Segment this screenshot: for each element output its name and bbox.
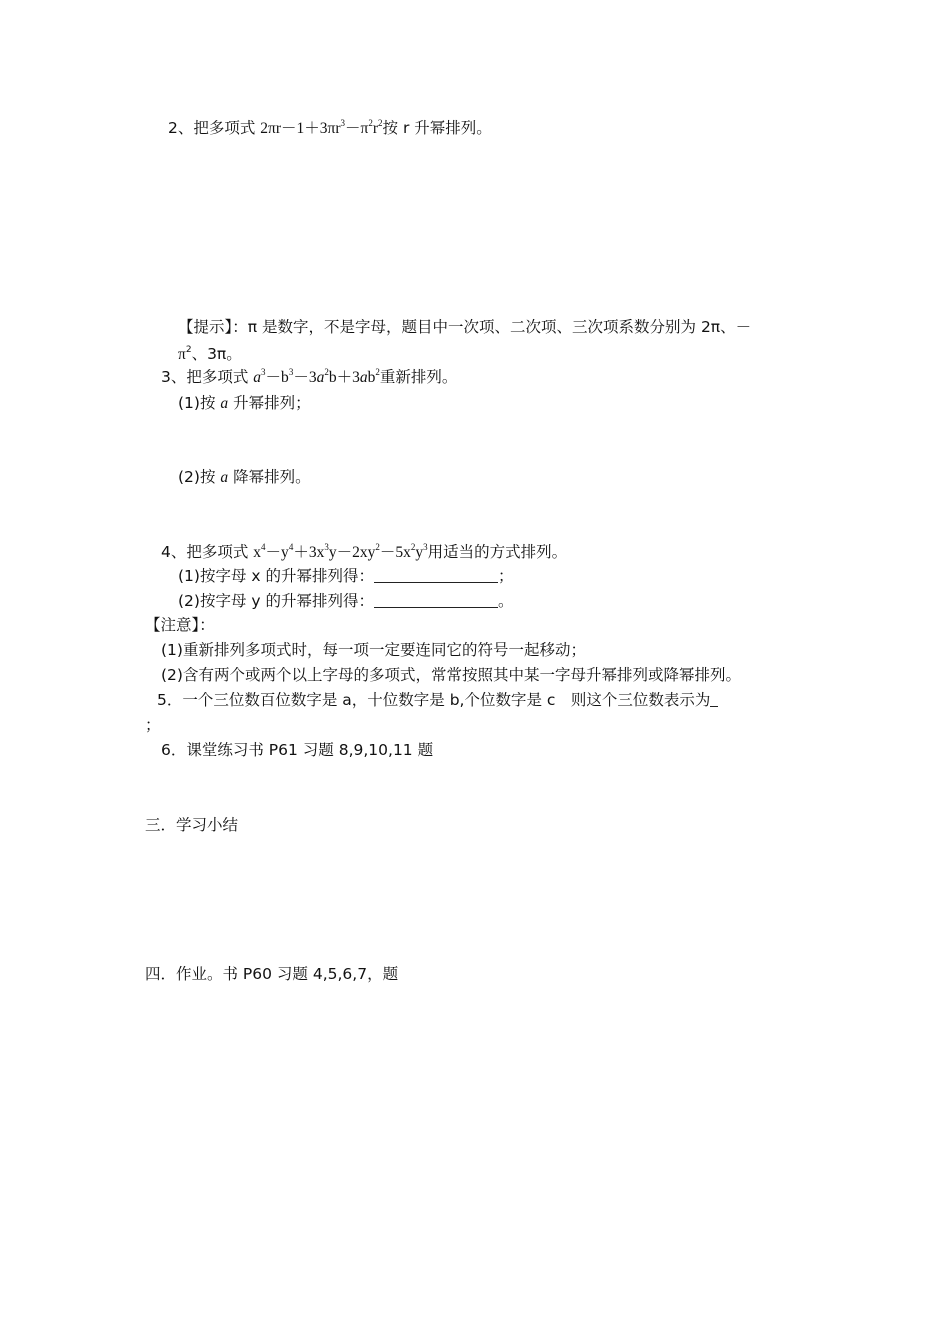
question-4 [161, 542, 567, 563]
question-3-number: 3、把多项式 [161, 368, 254, 386]
note-item-2: (2)含有两个或两个以上字母的多项式，常常按照其中某一字母升幂排列或降幂排列。 [161, 666, 741, 684]
hint-line-2: $\pi^2$、3π。 [178, 345, 242, 363]
question-2-instruction: 按 r 升幂排列。 [382, 119, 492, 137]
question-4-part-2: (2)按字母 y 的升幂排列得： 。 [178, 592, 514, 610]
question-5-line-2: ； [145, 716, 161, 734]
question-2-expression: $2\pi r-1+3\pi r^3-\pi^2r^2$ [260, 118, 383, 137]
question-2-number: 2、把多项式 [168, 119, 261, 137]
note-title: 【注意】： [145, 616, 215, 634]
question-3-part-1: (1)按 a 升幂排列； [178, 394, 311, 412]
question-3-part-2: (2)按 a 降幂排列。 [178, 468, 311, 486]
question-3-instruction: 重新排列。 [379, 368, 458, 386]
answer-blank-3[interactable] [710, 692, 718, 707]
question-4-part-1: (1)按字母 x 的升幂排列得： ； [178, 567, 514, 585]
hint-line-1: 【提示】：π 是数字，不是字母，题目中一次项、二次项、三次项系数分别为 2π、－ [178, 318, 752, 336]
question-3 [161, 367, 457, 388]
question-2 [168, 118, 492, 139]
question-3-expression: $a^3-b^3-3a^2b+3ab^2$ [253, 367, 380, 386]
question-4-expression: $x^4-y^4+3x^3y-2xy^2-5x^2y^3$ [253, 542, 428, 561]
question-4-number: 4、把多项式 [161, 543, 254, 561]
answer-blank-2[interactable] [374, 593, 498, 608]
answer-blank-1[interactable] [374, 568, 498, 583]
question-6: 6．课堂练习书 P61 习题 8,9,10,11 题 [161, 741, 434, 759]
section-4-title: 四．作业。书 P60 习题 4,5,6,7，题 [145, 965, 399, 983]
section-3-title: 三．学习小结 [145, 816, 239, 834]
question-5-line-1: 5．一个三位数百位数字是 a，十位数字是 b,个位数字是 c 则这个三位数表示为 [157, 690, 718, 710]
note-item-1: (1)重新排列多项式时，每一项一定要连同它的符号一起移动； [161, 641, 586, 659]
question-4-instruction: 用适当的方式排列。 [427, 543, 568, 561]
